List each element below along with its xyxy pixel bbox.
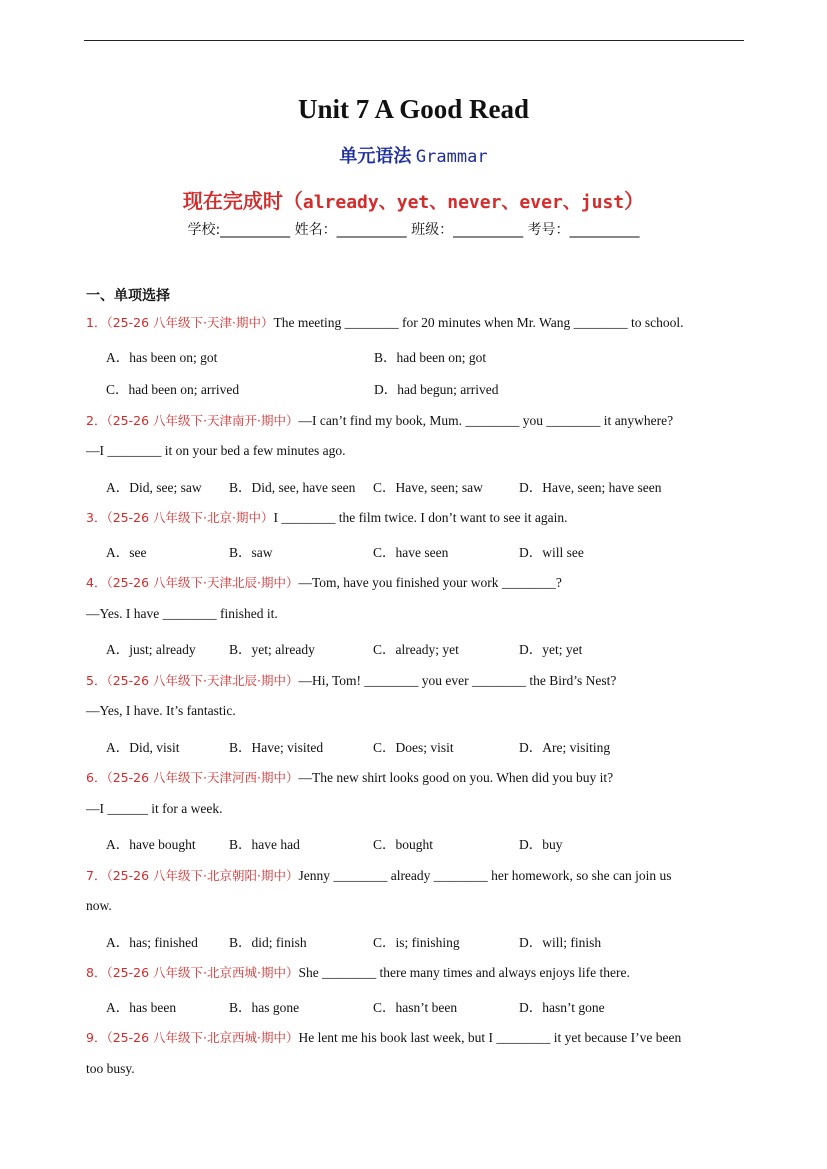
topic-cn: 现在完成时（ — [182, 191, 303, 213]
question-text: He lent me his book last week, but I ________ it yet because I’ve been — [298, 1030, 682, 1045]
question-text: —Tom, have you finished your work ________? — [298, 575, 562, 590]
option-c[interactable]: C．have seen — [373, 545, 449, 560]
question-text: —The new shirt looks good on you. When did you buy it? — [298, 770, 614, 785]
option-d[interactable]: D．yet; yet — [519, 642, 583, 657]
option-c[interactable]: C．bought — [373, 837, 434, 852]
page-title: Unit 7 A Good Read — [297, 94, 530, 124]
question-text: —I can’t find my book, Mum. ________ you ________ it anywhere? — [298, 413, 674, 428]
option-c[interactable]: C．is; finishing — [373, 935, 460, 950]
question-2 — [86, 411, 673, 429]
question-number: 5． — [86, 673, 107, 688]
question-text: —Hi, Tom! ________ you ever ________ the Bird’s Nest? — [298, 673, 617, 688]
question-7 — [86, 866, 672, 884]
option-a[interactable]: A．Did, visit — [106, 740, 180, 755]
topic-heading — [0, 185, 827, 214]
option-a[interactable]: A．see — [106, 545, 147, 560]
question-text: She ________ there many times and always enjoys life there. — [298, 965, 630, 980]
question-6-continuation: —I ______ it for a week. — [86, 801, 223, 816]
option-b[interactable]: B．Did, see, have seen — [229, 480, 356, 495]
student-info-line: 学校:__________ 姓名：__________ 班级：__________ 考号：__________ — [187, 222, 640, 238]
question-text: The meeting ________ for 20 minutes when Mr. Wang ________ to school. — [273, 315, 684, 330]
option-d[interactable]: D．will; finish — [519, 935, 602, 950]
question-number: 4． — [86, 575, 107, 590]
option-b[interactable]: B．saw — [229, 545, 273, 560]
option-a[interactable]: A．has been — [106, 1000, 177, 1015]
section-title: 一、单项选择 — [86, 288, 170, 304]
question-number: 9． — [86, 1030, 107, 1045]
question-source-tag: （25-26 八年级下·天津北辰·期中） — [106, 575, 299, 590]
question-source-tag: （25-26 八年级下·天津·期中） — [106, 315, 274, 330]
question-4 — [86, 573, 562, 591]
question-7-continuation: now. — [86, 898, 112, 913]
question-6 — [86, 768, 613, 786]
question-number: 2． — [86, 413, 107, 428]
question-number: 7． — [86, 868, 107, 883]
question-source-tag: （25-26 八年级下·北京·期中） — [106, 510, 274, 525]
option-d[interactable]: D．had begun; arrived — [374, 382, 499, 397]
subtitle-cn: 单元语法 — [339, 146, 412, 166]
option-b[interactable]: B．Have; visited — [229, 740, 324, 755]
option-c[interactable]: C．Does; visit — [373, 740, 454, 755]
header-rule — [84, 40, 744, 41]
question-number: 3． — [86, 510, 107, 525]
option-d[interactable]: D．Have, seen; have seen — [519, 480, 662, 495]
question-5 — [86, 671, 616, 689]
option-a[interactable]: A．has been on; got — [106, 350, 218, 365]
option-d[interactable]: D．Are; visiting — [519, 740, 611, 755]
option-d[interactable]: D．buy — [519, 837, 563, 852]
option-d[interactable]: D．will see — [519, 545, 584, 560]
question-9 — [86, 1028, 681, 1046]
question-source-tag: （25-26 八年级下·天津北辰·期中） — [106, 673, 299, 688]
option-a[interactable]: A．have bought — [106, 837, 196, 852]
option-a[interactable]: A．Did, see; saw — [106, 480, 202, 495]
question-number: 8． — [86, 965, 107, 980]
option-b[interactable]: B．did; finish — [229, 935, 307, 950]
question-source-tag: （25-26 八年级下·天津南开·期中） — [106, 413, 299, 428]
question-source-tag: （25-26 八年级下·天津河西·期中） — [106, 770, 299, 785]
option-a[interactable]: A．has; finished — [106, 935, 198, 950]
question-text: Jenny ________ already ________ her homework, so she can join us — [298, 868, 672, 883]
option-b[interactable]: B．yet; already — [229, 642, 315, 657]
option-a[interactable]: A．just; already — [106, 642, 196, 657]
topic-end: ） — [624, 191, 645, 213]
question-number: 1． — [86, 315, 107, 330]
question-text: I ________ the film twice. I don’t want to see it again. — [273, 510, 568, 525]
question-4-continuation: —Yes. I have ________ finished it. — [86, 606, 278, 621]
option-c[interactable]: C．hasn’t been — [373, 1000, 458, 1015]
option-c[interactable]: C．had been on; arrived — [106, 382, 240, 397]
option-c[interactable]: C．Have, seen; saw — [373, 480, 483, 495]
option-b[interactable]: B．have had — [229, 837, 300, 852]
question-number: 6． — [86, 770, 107, 785]
question-source-tag: （25-26 八年级下·北京西城·期中） — [106, 1030, 299, 1045]
option-b[interactable]: B．had been on; got — [374, 350, 487, 365]
subtitle — [0, 142, 827, 168]
topic-en: already、yet、never、ever、just — [302, 192, 625, 213]
subtitle-en: Grammar — [415, 147, 488, 167]
question-5-continuation: —Yes, I have. It’s fantastic. — [86, 703, 236, 718]
question-source-tag: （25-26 八年级下·北京西城·期中） — [106, 965, 299, 980]
question-8 — [86, 963, 630, 981]
option-c[interactable]: C．already; yet — [373, 642, 459, 657]
question-1 — [86, 313, 683, 331]
option-b[interactable]: B．has gone — [229, 1000, 300, 1015]
option-d[interactable]: D．hasn’t gone — [519, 1000, 605, 1015]
question-9-continuation: too busy. — [86, 1061, 135, 1076]
question-source-tag: （25-26 八年级下·北京朝阳·期中） — [106, 868, 299, 883]
question-3 — [86, 508, 568, 526]
question-2-continuation: —I ________ it on your bed a few minutes ago. — [86, 443, 346, 458]
